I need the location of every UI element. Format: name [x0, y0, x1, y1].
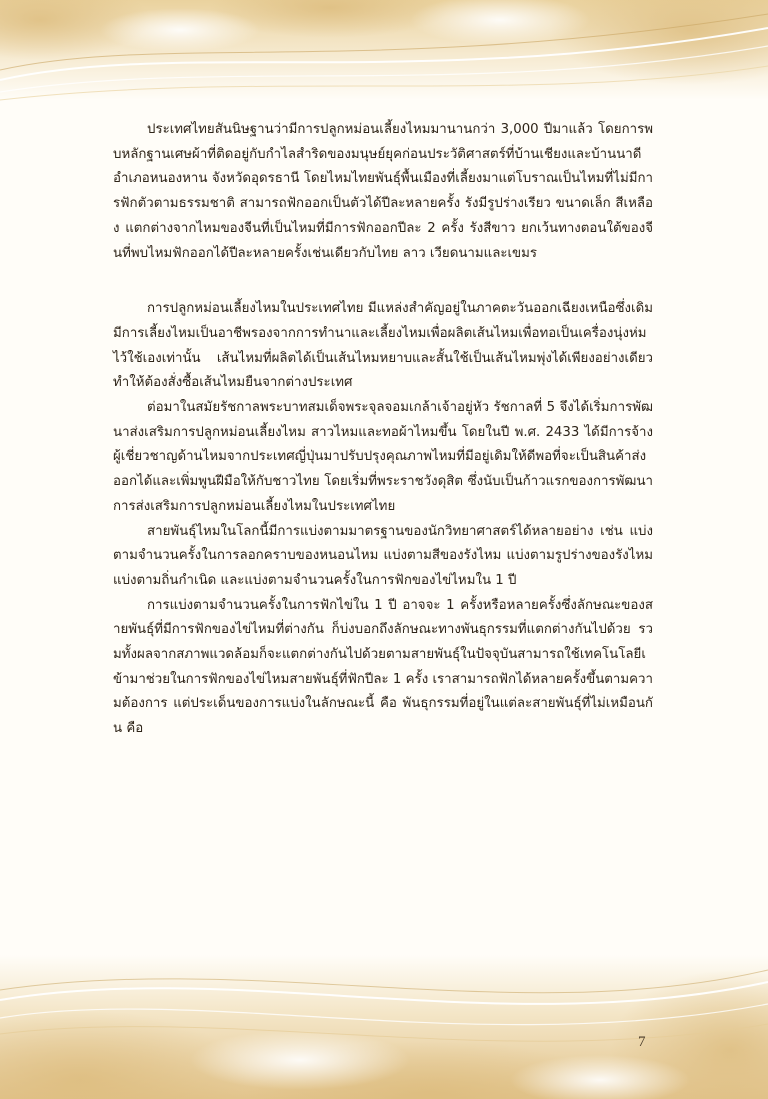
paragraph: สายพันธุ์ไหมในโลกนี้มีการแบ่งตามมาตรฐานของนักวิทยาศาสตร์ได้หลายอย่าง เช่น แบ่งตามจำนวนครั้งในการลอกคราบของหนอนไหม แบ่งตามสีของรังไหม แบ่งตามรูปร่างของรังไหม แบ่งตามถิ่นกำเนิด และแบ่งตามจำนวนครั้งในการฟักของไข่ไหมใน 1 ปี [113, 523, 653, 588]
paragraph: การแบ่งตามจำนวนครั้งในการฟักไข่ใน 1 ปี อาจจะ 1 ครั้งหรือหลายครั้งซึ่งลักษณะของสายพันธุ์ที่มีการฟักของไข่ไหมที่ต่างกัน ก็บ่งบอกถึงลักษณะทางพันธุกรรมที่แตกต่างกันไปด้วย รวมทั้งผลจากสภาพแวดล้อมก็จะแตกต่างกันไปด้วยตามสายพันธุ์ในปัจจุบันสามารถใช้เทคโนโลยีเข้ามาช่วยในการฟักของไข่ไหมสายพันธุ์ที่ฟักปีละ 1 ครั้ง เราสามารถฟักได้หลายครั้งขึ้นตามความต้องการ แต่ประเด็นของการแบ่งในลักษณะนี้ คือ พันธุกรรมที่อยู่ในแต่ละสายพันธุ์ที่ไม่เหมือนกัน คือ [113, 597, 653, 737]
page-number: 7 [638, 1034, 646, 1050]
paragraph: ต่อมาในสมัยรัชกาลพระบาทสมเด็จพระจุลจอมเกล้าเจ้าอยู่หัว รัชกาลที่ 5 จึงได้เริ่มการพัฒนาส่งเสริมการปลูกหม่อนเลี้ยงไหม สาวไหมและทอผ้าไหมขึ้น โดยในปี พ.ศ. 2433 ได้มีการจ้างผู้เชี่ยวชาญด้านไหมจากประเทศญี่ปุ่นมาปรับปรุงคุณภาพไหมที่มีอยู่เดิมให้ดีพอที่จะเป็นสินค้าส่งออกได้และเพิ่มพูนฝีมือให้กับชาวไทย โดยเริ่มที่พระราชวังดุสิต ซึ่งนับเป็นก้าวแรกของการพัฒนาการส่งเสริมการปลูกหม่อนเลี้ยงไหมในประเทศไทย [113, 400, 653, 514]
body-text [113, 118, 653, 742]
paragraph: การปลูกหม่อนเลี้ยงไหมในประเทศไทย มีแหล่งสำคัญอยู่ในภาคตะวันออกเฉียงเหนือซึ่งเดิมมีการเลี้ยงไหมเป็นอาชีพรองจากการทำนาและเลี้ยงไหมเพื่อผลิตเส้นไหมเพื่อทอเป็นเครื่องนุ่งห่มไว้ใช้เองเท่านั้น เส้นไหมที่ผลิตได้เป็นเส้นไหมหยาบและสั้นใช้เป็นเส้นไหมพุ่งได้เพียงอย่างเดียว ทำให้ต้องสั่งซื้อเส้นไหมยืนจากต่างประเทศ [113, 301, 653, 391]
paragraph: ประเทศไทยสันนิษฐานว่ามีการปลูกหม่อนเลี้ยงไหมมานานกว่า 3,000 ปีมาแล้ว โดยการพบหลักฐานเศษผ้าที่ติดอยู่กับกำไลสำริดของมนุษย์ยุคก่อนประวัติศาสตร์ที่บ้านเชียงและบ้านนาดี อำเภอหนองหาน จังหวัดอุดรธานี โดยไหมไทยพันธุ์พื้นเมืองที่เลี้ยงมาแต่โบราณเป็นไหมที่ไม่มีการฟักตัวตามธรรมชาติ สามารถฟักออกเป็นตัวได้ปีละหลายครั้ง รังมีรูปร่างเรียว ขนาดเล็ก สีเหลือง แตกต่างจากไหมของจีนที่เป็นไหมที่มีการฟักออกปีละ 2 ครั้ง รังสีขาว ยกเว้นทางตอนใต้ของจีนที่พบไหมฟักออกได้ปีละหลายครั้งเช่นเดียวกับไทย ลาว เวียดนามและเขมร [113, 122, 653, 261]
